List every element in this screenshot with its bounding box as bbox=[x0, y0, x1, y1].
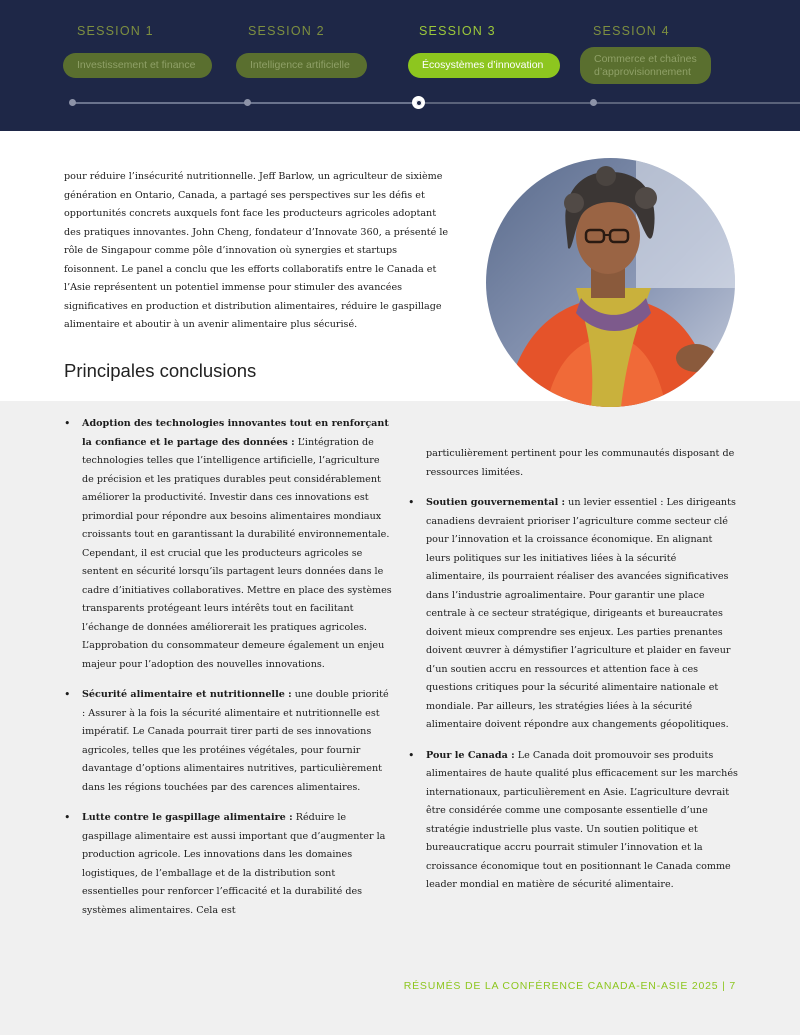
session-4-label: SESSION 4 bbox=[593, 24, 670, 38]
session-4-pill[interactable] bbox=[580, 47, 711, 84]
list-item-text: L’intégration de technologies telles que l’intelligence artificielle, l’agriculture de précision et les pratiques durables peut considérablement améliorer la productivité. Investir dans ces innovations est primordial pour répondre aux besoins alimentaires mondiaux croissants tout en garantissant la durabilité environnementale. Cependant, il est crucial que les producteurs agricoles se sentent en sécurité lorsqu’ils partagent leurs données dans le cadre d’initiatives collaboratives. Mettre en place des systèmes transparents protégeant leurs intérêts tout en facilitant l’échange de données améliorerait les pratiques agricoles. L’approbation du consommateur demeure également un enjeu majeur pour l’adoption des nouvelles innovations. bbox=[82, 436, 392, 670]
list-item bbox=[64, 415, 394, 674]
list-item-heading: Adoption des technologies innovantes tout en renforçant la confiance et le partage des données : bbox=[82, 418, 389, 448]
list-item-heading: Lutte contre le gaspillage alimentaire : bbox=[82, 812, 293, 823]
session-4-pill-line1: Commerce et chaînes bbox=[594, 52, 697, 65]
list-item-text: une double priorité : Assurer à la fois la sécurité alimentaire et nutritionnelle est impératif. Le Canada pourrait tirer parti de ses innovations agricoles, telles que les protéines végétales, pour fournir davantage d’options alimentaires nutritives, particulièrement dans les régions touchées par des carences alimentaires. bbox=[82, 689, 389, 793]
bullet-icon: • bbox=[64, 417, 71, 430]
session-2-pill-label: Intelligence artificielle bbox=[250, 59, 350, 72]
list-item bbox=[408, 747, 738, 895]
session-2-dot[interactable] bbox=[244, 99, 251, 106]
section-title: Principales conclusions bbox=[64, 360, 257, 381]
speaker-photo bbox=[486, 158, 735, 407]
list-item bbox=[64, 809, 394, 920]
session-4-pill-line2: d’approvisionnement bbox=[594, 65, 691, 78]
session-3-dot-active[interactable] bbox=[412, 96, 425, 109]
session-1-pill[interactable] bbox=[63, 53, 212, 78]
list-item-continuation: particulièrement pertinent pour les communautés disposant de ressources limitées. bbox=[426, 448, 735, 478]
list-item-heading: Sécurité alimentaire et nutritionnelle : bbox=[82, 689, 292, 700]
list-item-text: Réduire le gaspillage alimentaire est aussi important que d’augmenter la production agricole. Les innovations dans les domaines logistiques, de l’emballage et de la distribution sont essentielles pour renforcer l’efficacité et la durabilité des systèmes alimentaires. Cela est bbox=[82, 812, 386, 916]
bullet-icon: • bbox=[64, 688, 71, 701]
speaker-portrait-image bbox=[486, 158, 735, 407]
bullet-icon: • bbox=[64, 811, 71, 824]
session-2-label: SESSION 2 bbox=[248, 24, 325, 38]
session-navigation-header bbox=[0, 0, 800, 131]
list-item-heading: Soutien gouvernemental : bbox=[426, 497, 566, 508]
session-3-pill-label: Écosystèmes d’innovation bbox=[422, 59, 544, 72]
session-1-pill-label: Investissement et finance bbox=[77, 59, 196, 72]
intro-paragraph: pour réduire l’insécurité nutritionnelle. Jeff Barlow, un agriculteur de sixième génération en Ontario, Canada, a partagé ses perspectives sur les défis et opportunités concrets auxquels font face les producteurs agricoles adoptant des pratiques innovantes. John Cheng, fondateur d’Innovate 360, a présenté le rôle de Singapour comme pôle d’innovation où synergies et startups foisonnent. Le panel a conclu que les efforts collaboratifs entre le Canada et l’Asie représentent un potentiel immense pour stimuler des avancées significatives en production et distribution alimentaires, réduire le gaspillage alimentaire et aboutir à un avenir alimentaire plus sécurisé. bbox=[64, 171, 449, 330]
bullet-icon: • bbox=[408, 748, 415, 762]
session-1-label: SESSION 1 bbox=[77, 24, 154, 38]
page-footer: RÉSUMÉS DE LA CONFÉRENCE CANADA-EN-ASIE 2025 | 7 bbox=[403, 980, 736, 992]
session-3-pill[interactable] bbox=[408, 53, 560, 78]
list-item bbox=[64, 686, 394, 797]
session-4-dot[interactable] bbox=[590, 99, 597, 106]
conclusions-right-column bbox=[408, 445, 738, 907]
list-item-text: un levier essentiel : Les dirigeants canadiens devraient prioriser l’agriculture comme secteur clé pour l’innovation et la croissance économique. En alignant leurs politiques sur les initiatives liées à la sécurité alimentaire, ils pourraient réaliser des avancées significatives dans l’industrie agroalimentaire. Pour garantir une place centrale à ce secteur stratégique, dirigeants et bureaucrates doivent mieux comprendre ses enjeux. Les parties prenantes doivent œuvrer à démystifier l’agriculture et plaider en faveur d’un soutien accru en ressources et attention face à ces questions critiques pour la sécurité alimentaire nationale et mondiale. Par ailleurs, les stratégies liées à la sécurité alimentaire doivent répondre aux changements géopolitiques. bbox=[426, 497, 736, 730]
session-2-pill[interactable] bbox=[236, 53, 367, 78]
session-3-label: SESSION 3 bbox=[419, 24, 496, 38]
progress-track-remaining bbox=[425, 102, 800, 104]
list-item-text: Le Canada doit promouvoir ses produits alimentaires de haute qualité plus efficacement sur les marchés internationaux, particulièrement en Asie. L’agriculture devrait être considérée comme une composante essentielle d’une stratégie industrielle plus vaste. Un soutien politique et bureaucratique accru pourrait stimuler l’innovation et la croissance économique tout en positionnant le Canada comme leader mondial en matière de sécurité alimentaire. bbox=[426, 749, 738, 890]
list-item-heading: Pour le Canada : bbox=[426, 749, 515, 761]
list-item bbox=[408, 494, 738, 735]
session-1-dot[interactable] bbox=[69, 99, 76, 106]
bullet-icon: • bbox=[408, 496, 415, 509]
conclusions-left-column bbox=[64, 415, 394, 932]
